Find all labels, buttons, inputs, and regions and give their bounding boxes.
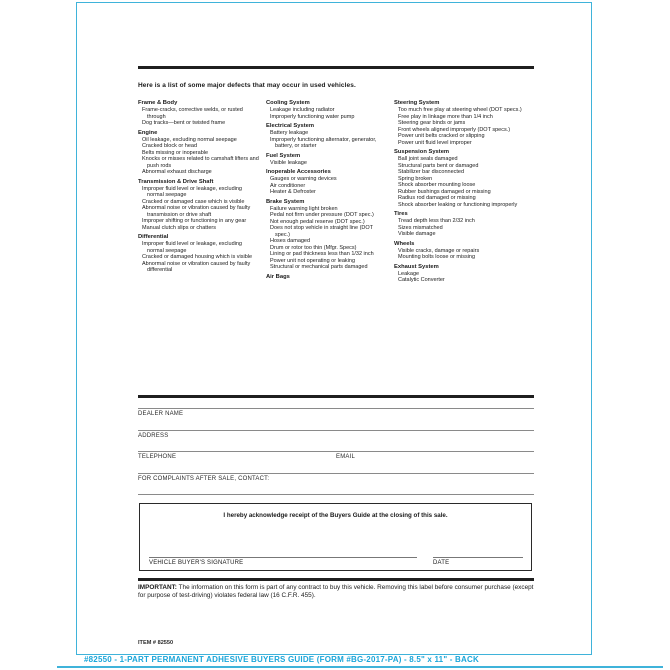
address-label: ADDRESS bbox=[138, 433, 169, 439]
defect-section bbox=[266, 153, 388, 167]
buyers-guide-back-page bbox=[76, 2, 592, 655]
defect-section bbox=[394, 264, 528, 284]
defect-item: Does not stop vehicle in straight line (DOT spec.) bbox=[270, 225, 373, 238]
defect-item: Heater & Defroster bbox=[270, 189, 316, 195]
defect-item: Power unit belts cracked or slipping bbox=[398, 133, 485, 139]
defect-item: Cracked or damaged case which is visible bbox=[142, 198, 245, 205]
defect-section bbox=[394, 100, 528, 146]
defect-item: Front wheels aligned improperly (DOT specs.) bbox=[398, 126, 511, 133]
defects-list bbox=[138, 100, 534, 287]
defect-item: Visible damage bbox=[398, 231, 436, 237]
defect-category-heading: Brake System bbox=[266, 198, 305, 205]
defect-category-heading: Differential bbox=[138, 234, 169, 240]
defects-column-3 bbox=[394, 100, 534, 287]
defect-category-heading: Steering System bbox=[394, 100, 440, 106]
defect-item: Cracked or damaged housing which is visible bbox=[142, 254, 253, 260]
product-caption: #82550 - 1-PART PERMANENT ADHESIVE BUYERS GUIDE (FORM #BG-2017-PA) - 8.5" x 11" - BACK bbox=[84, 655, 479, 664]
defect-item: Power unit fluid level improper bbox=[398, 139, 472, 146]
defect-item: Lining or pad thickness less than 1/32 inch bbox=[270, 251, 374, 257]
defect-category-heading: Frame & Body bbox=[138, 100, 178, 106]
defect-category-heading: Fuel System bbox=[266, 152, 301, 159]
defect-item: Improperly functioning alternator, generator, battery, or starter bbox=[270, 136, 377, 149]
defect-category-heading: Suspension System bbox=[394, 149, 450, 155]
defect-category-heading: Tires bbox=[394, 211, 408, 217]
complaints-line[interactable] bbox=[138, 473, 534, 474]
defect-item: Steering gear binds or jams bbox=[398, 120, 466, 126]
defect-category-heading: Cooling System bbox=[266, 100, 310, 106]
defect-item: Improper shifting or functioning in any gear bbox=[142, 218, 247, 224]
date-line[interactable] bbox=[433, 557, 523, 558]
defects-column-2 bbox=[266, 100, 394, 287]
defects-intro-text: Here is a list of some major defects that may occur in used vehicles. bbox=[138, 82, 356, 89]
defect-item: Radius rod damaged or missing bbox=[398, 195, 476, 201]
defect-item: Knocks or misses related to camshaft lifters and push rods bbox=[142, 156, 259, 169]
defect-item: Improperly functioning water pump bbox=[270, 113, 355, 120]
defect-item: Structural or mechanical parts damaged bbox=[270, 264, 368, 270]
defect-category-heading: Engine bbox=[138, 129, 158, 136]
defect-section bbox=[138, 100, 260, 127]
defect-section bbox=[266, 274, 388, 281]
defect-item: Pedal not firm under pressure (DOT spec.) bbox=[270, 212, 374, 218]
defect-item: Dog tracks—bent or twisted frame bbox=[142, 120, 226, 126]
defect-section bbox=[394, 149, 528, 208]
defect-item: Mounting bolts loose or missing bbox=[398, 254, 476, 260]
buyer-signature-label: VEHICLE BUYER'S SIGNATURE bbox=[149, 560, 244, 566]
defect-item: Leakage including radiator bbox=[270, 107, 335, 113]
defect-item: Abnormal exhaust discharge bbox=[142, 169, 212, 175]
defect-item: Abnormal noise or vibration caused by faulty differential bbox=[142, 260, 251, 273]
defect-item: Drum or rotor too thin (Mfgr. Specs) bbox=[270, 244, 357, 251]
defect-item: Ball joint seals damaged bbox=[398, 156, 458, 162]
defect-item: Visible leakage bbox=[270, 159, 307, 166]
dealer-name-line[interactable] bbox=[138, 408, 534, 409]
defect-item: Shock absorber mounting loose bbox=[398, 182, 476, 188]
defect-section bbox=[138, 130, 260, 176]
defect-section bbox=[266, 169, 388, 196]
footer-rule bbox=[57, 666, 663, 668]
date-label: DATE bbox=[433, 560, 450, 566]
defect-item: Stabilizer bar disconnected bbox=[398, 169, 465, 175]
complaints-label: FOR COMPLAINTS AFTER SALE, CONTACT: bbox=[138, 476, 270, 482]
defect-category-heading: Electrical System bbox=[266, 123, 315, 129]
address-line[interactable] bbox=[138, 430, 534, 431]
defect-item: Leakage bbox=[398, 270, 420, 277]
acknowledgment-box bbox=[139, 503, 532, 571]
acknowledgment-statement: I hereby acknowledge receipt of the Buyers Guide at the closing of this sale. bbox=[223, 512, 448, 519]
defect-item: Shock absorber leaking or functioning improperly bbox=[398, 201, 518, 208]
mid-rule bbox=[138, 395, 534, 398]
dealer-name-label: DEALER NAME bbox=[138, 411, 184, 417]
defect-item: Battery leakage bbox=[270, 130, 309, 136]
defect-item: Sizes mismatched bbox=[398, 224, 443, 231]
defect-item: Gauges or warning devices bbox=[270, 176, 337, 182]
item-number: ITEM # 82550 bbox=[138, 640, 174, 646]
buyer-signature-line[interactable] bbox=[149, 557, 417, 558]
defect-section bbox=[394, 211, 528, 238]
defect-category-heading: Exhaust System bbox=[394, 263, 439, 270]
defect-item: Visible cracks, damage or repairs bbox=[398, 247, 480, 254]
defect-item: Manual clutch slips or chatters bbox=[142, 224, 216, 231]
defect-item: Frame-cracks, corrective welds, or rusted through bbox=[142, 107, 243, 120]
defect-item: Rubber bushings damaged or missing bbox=[398, 188, 491, 195]
defect-item: Free play in linkage more than 1/4 inch bbox=[398, 113, 493, 120]
important-text: The information on this form is part of any contract to buy this vehicle. Removing this label before consumer purchase (except for purpose of test-driving) violates federal law (16 C.F.R. 455). bbox=[138, 584, 534, 600]
defect-section bbox=[266, 123, 388, 150]
defect-item: Cracked block or head bbox=[142, 143, 198, 149]
defect-category-heading: Air Bags bbox=[266, 273, 290, 280]
bottom-rule bbox=[138, 578, 534, 581]
defect-section bbox=[138, 234, 260, 274]
telephone-label: TELEPHONE bbox=[138, 454, 177, 460]
defect-item: Not enough pedal reserve (DOT spec.) bbox=[270, 218, 365, 225]
defect-item: Structural parts bent or damaged bbox=[398, 162, 479, 169]
important-notice bbox=[138, 584, 542, 600]
defect-item: Tread depth less than 2/32 inch bbox=[398, 218, 475, 224]
defect-item: Belts missing or inoperable bbox=[142, 149, 209, 156]
complaints-contact-line[interactable] bbox=[138, 494, 534, 495]
defect-item: Failure warning light broken bbox=[270, 205, 338, 212]
defect-item: Hoses damaged bbox=[270, 238, 311, 244]
defect-item: Air conditioner bbox=[270, 182, 306, 189]
defect-section bbox=[266, 199, 388, 271]
email-label: EMAIL bbox=[336, 454, 356, 460]
defect-category-heading: Wheels bbox=[394, 240, 415, 247]
defect-item: Improper fluid level or leakage, excluding normal seepage bbox=[142, 241, 242, 254]
defect-item: Power unit not operating or leaking bbox=[270, 257, 355, 264]
defect-item: Spring broken bbox=[398, 175, 433, 182]
defect-section bbox=[394, 241, 528, 261]
telephone-email-line[interactable] bbox=[138, 451, 534, 452]
defect-item: Abnormal noise or vibration caused by faulty transmission or drive shaft bbox=[142, 205, 251, 218]
defect-section bbox=[266, 100, 388, 120]
defect-item: Catalytic Converter bbox=[398, 277, 445, 283]
important-label: IMPORTANT: bbox=[138, 584, 177, 591]
top-rule bbox=[138, 66, 534, 69]
defect-item: Too much free play at steering wheel (DOT specs.) bbox=[398, 107, 522, 113]
defect-item: Improper fluid level or leakage, excluding normal seepage bbox=[142, 185, 242, 198]
defect-item: Oil leakage, excluding normal seepage bbox=[142, 136, 237, 143]
defect-category-heading: Transmission & Drive Shaft bbox=[138, 178, 214, 185]
defects-column-1 bbox=[138, 100, 266, 287]
defect-category-heading: Inoperable Accessories bbox=[266, 169, 331, 175]
defect-section bbox=[138, 179, 260, 232]
